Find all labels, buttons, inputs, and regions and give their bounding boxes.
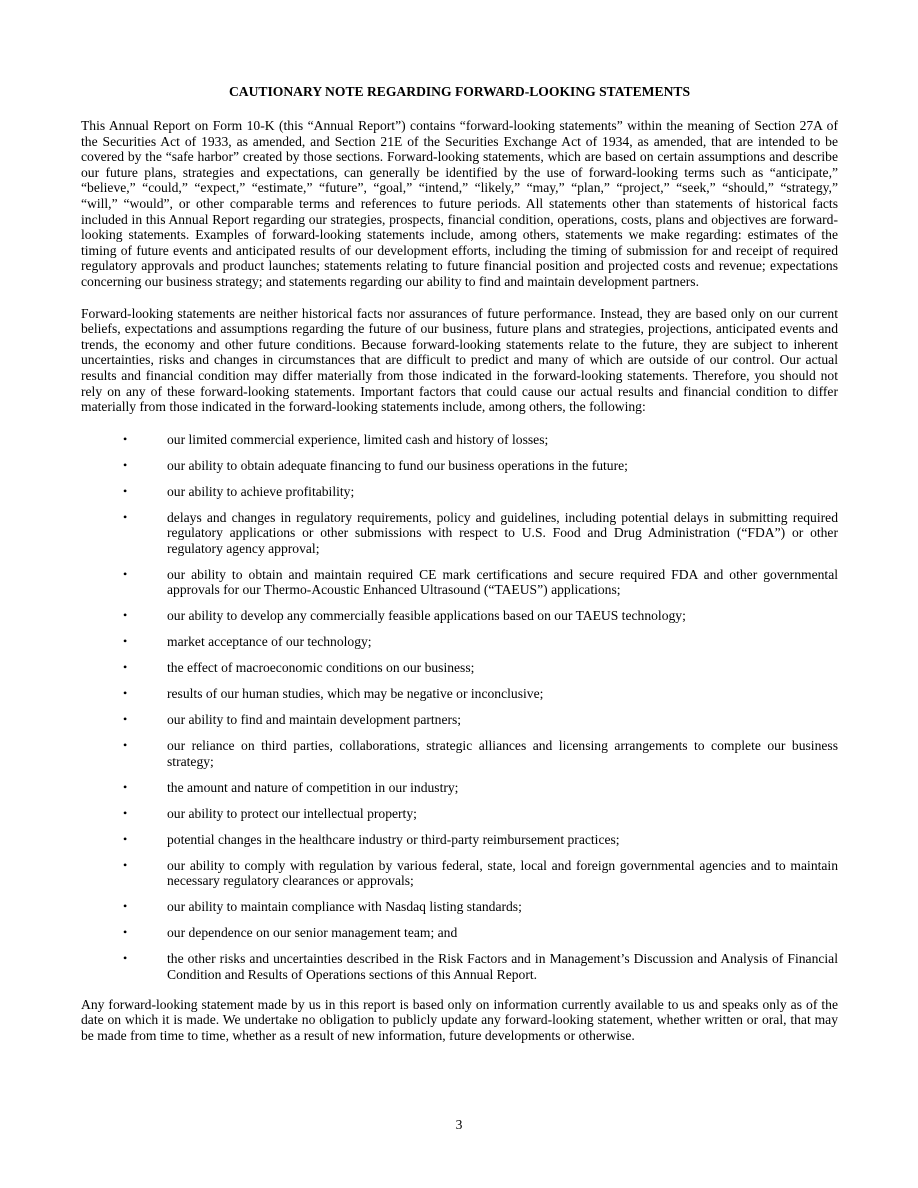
bullet-icon: • [123,608,128,623]
bullet-icon: • [123,634,128,649]
list-item-text: our ability to protect our intellectual property; [167,805,417,821]
list-item [81,510,838,557]
list-item-text: results of our human studies, which may be negative or inconclusive; [167,686,544,702]
list-item [81,780,838,796]
bullet-icon: • [123,509,128,524]
list-item [81,738,838,769]
list-item [81,712,838,728]
document-page [81,84,838,1043]
list-item-text: market acceptance of our technology; [167,634,372,650]
list-item-text: potential changes in the healthcare industry or third-party reimbursement practices; [167,831,620,847]
list-item-text: our ability to comply with regulation by various federal, state, local and foreign governmental agencies and to maintain necessary regulatory clearances or approvals; [167,857,838,889]
list-item-text: our ability to achieve profitability; [167,483,355,499]
bullet-icon: • [123,857,128,872]
list-item [81,925,838,941]
list-item [81,858,838,889]
bullet-icon: • [123,457,128,472]
bullet-icon: • [123,566,128,581]
list-item-text: our ability to obtain and maintain required CE mark certifications and secure required FDA and other governmental approvals for our Thermo-Acoustic Enhanced Ultrasound (“TAEUS”) applications; [167,566,838,598]
risk-factor-list [81,432,838,983]
page-title: CAUTIONARY NOTE REGARDING FORWARD-LOOKING STATEMENTS [228,84,691,99]
factors-paragraph: Forward-looking statements are neither historical facts nor assurances of future performance. Instead, they are based only on our current beliefs, expectations and assumptions regarding the future of our business, future plans and strategies, projections, anticipated events and trends, the economy and other future conditions. Because forward-looking statements relate to the future, they are subject to inherent uncertainties, risks and changes in circumstances that are difficult to predict and many of which are outside of our control. Our actual results and financial condition may differ materially from those indicated in the forward-looking statements. Therefore, you should not rely on any of these forward-looking statements. Important factors that could cause our actual results and financial condition to differ materially from those indicated in the forward-looking statements include, among others, the following: [81,305,838,415]
list-item-text: our dependence on our senior management team; and [167,925,458,941]
list-item [81,832,838,848]
intro-paragraph: This Annual Report on Form 10-K (this “Annual Report”) contains “forward-looking statements” within the meaning of Section 27A of the Securities Act of 1933, as amended, and Section 21E of the Securities Exchange Act of 1934, as amended, that are intended to be covered by the “safe harbor” created by those sections. Forward-looking statements, which are based on certain assumptions and describe our future plans, strategies and expectations, can generally be identified by the use of forward-looking terms such as “anticipate,” “believe,” “could,” “expect,” “estimate,” “future”, “goal,” “intend,” “likely,” “may,” “plan,” “project,” “seek,” “should,” “strategy,” “will,” “would”, or other comparable terms and references to future periods. All statements other than statements of historical facts included in this Annual Report regarding our strategies, prospects, financial condition, operations, costs, plans and objectives are forward-looking statements. Examples of forward-looking statements include, among others, statements we make regarding: estimates of the timing of future events and anticipated results of our development efforts, including the timing of submission for and receipt of required regulatory approvals and product launches; statements relating to future financial position and projected costs and revenue; expectations concerning our business strategy; and statements regarding our ability to find and maintain development partners. [81,118,838,289]
bullet-icon: • [123,831,128,846]
list-item-text: the other risks and uncertainties described in the Risk Factors and in Management’s Discussion and Analysis of Financial Condition and Results of Operations sections of this Annual Report. [167,951,838,982]
bullet-icon: • [123,483,128,498]
bullet-icon: • [123,712,128,727]
closing-paragraph: Any forward-looking statement made by us in this report is based only on information currently available to us and speaks only as of the date on which it is made. We undertake no obligation to publicly update any forward-looking statement, whether written or oral, that may be made from time to time, whether as a result of new information, future developments or otherwise. [81,996,838,1043]
page-number: 3 [455,1117,463,1132]
bullet-icon: • [123,805,128,820]
list-item [81,951,838,982]
list-item-text: our limited commercial experience, limited cash and history of losses; [167,431,549,447]
bullet-icon: • [123,660,128,675]
list-item-text: our ability to find and maintain development partners; [167,712,462,728]
list-item [81,432,838,448]
bullet-icon: • [123,899,128,914]
bullet-icon: • [123,779,128,794]
list-item [81,660,838,676]
list-item-text: delays and changes in regulatory requirements, policy and guidelines, including potential delays in submitting required regulatory applications or other submissions with respect to U.S. Food and Drug Administration (“FDA”) or other regulatory agency approval; [167,509,838,556]
bullet-icon: • [123,431,128,446]
list-item [81,458,838,474]
list-item [81,634,838,650]
list-item [81,567,838,598]
list-item-text: the effect of macroeconomic conditions on our business; [167,660,475,676]
list-item-text: our ability to obtain adequate financing to fund our business operations in the future; [167,457,628,473]
list-item-text: our ability to develop any commercially feasible applications based on our TAEUS technology; [167,608,686,624]
list-item [81,899,838,915]
list-item-text: our ability to maintain compliance with Nasdaq listing standards; [167,899,522,915]
list-item-text: the amount and nature of competition in our industry; [167,779,459,795]
list-item [81,806,838,822]
list-item-text: our reliance on third parties, collaborations, strategic alliances and licensing arrangements to complete our business strategy; [167,738,838,769]
bullet-icon: • [123,686,128,701]
bullet-icon: • [123,925,128,940]
list-item [81,608,838,624]
list-item [81,686,838,702]
list-item [81,484,838,500]
bullet-icon: • [123,951,128,966]
bullet-icon: • [123,738,128,753]
